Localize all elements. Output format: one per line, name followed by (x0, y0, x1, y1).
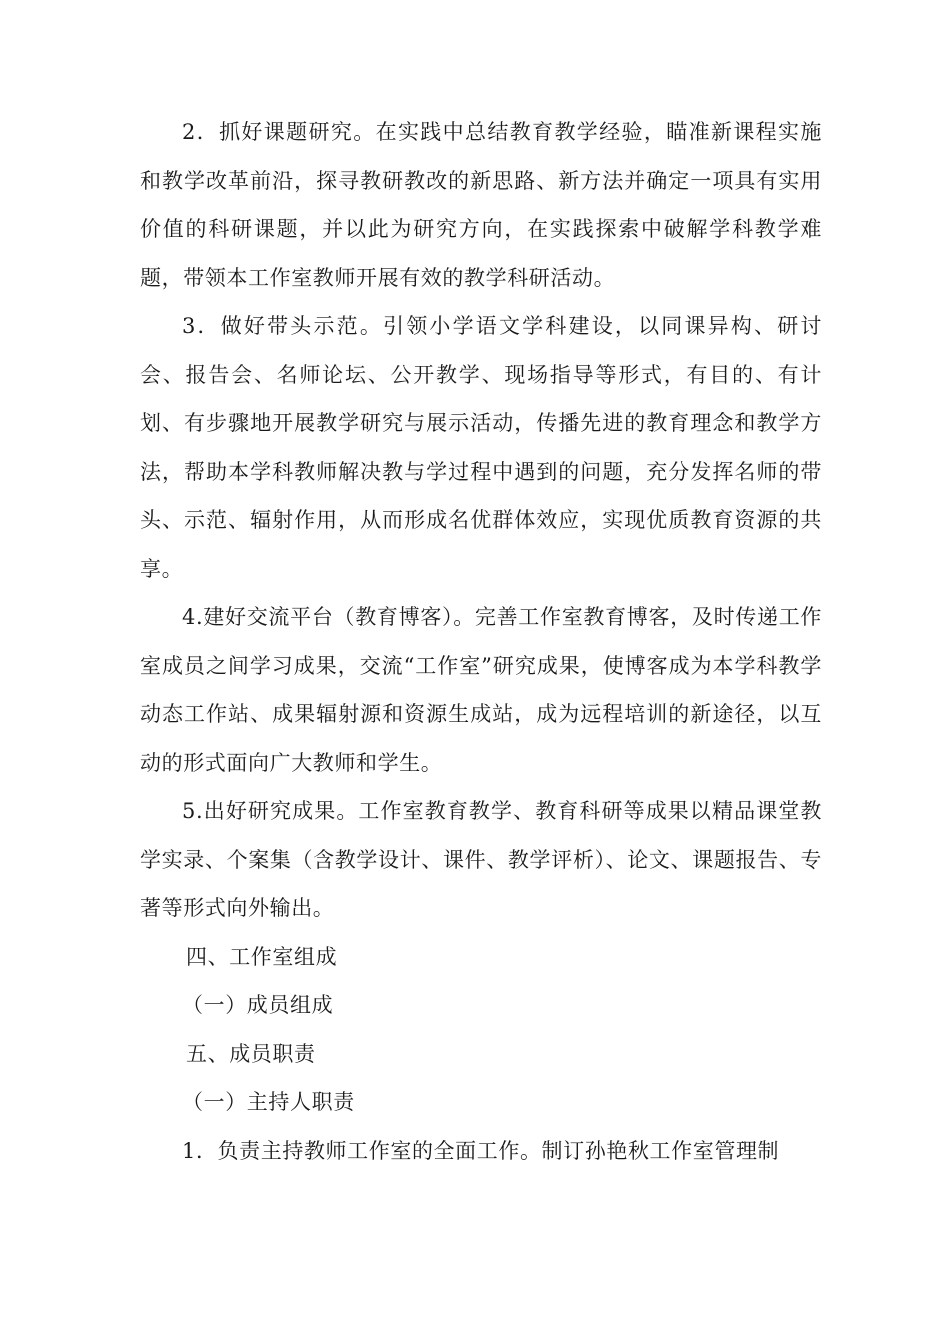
section-heading-composition: 四、工作室组成 (186, 944, 338, 969)
paragraph-demonstration: 3．做好带头示范。引领小学语文学科建设，以同课异构、研讨会、报告会、名师论坛、公开教学、现场指导等形式，有目的、有计划、有步骤地开展教学研究与展示活动，传播先进的教育理念和教学方法，帮助本学科教师解决教与学过程中遇到的问题，充分发挥名师的带头、示范、辐射作用，从而形成名优群体效应，实现优质教育资源的共享。 (140, 314, 822, 581)
subsection-heading-host-duties: （一）主持人职责 (182, 1090, 355, 1114)
paragraph-exchange-platform: 4.建好交流平台（教育博客）。完善工作室教育博客，及时传递工作室成员之间学习成果，交流“工作室”研究成果，使博客成为本学科教学动态工作站、成果辐射源和资源生成站，成为远程培训的新途径，以互动的形式面向广大教师和学生。 (140, 605, 822, 775)
paragraph-research: 2．抓好课题研究。在实践中总结教育教学经验，瞄准新课程实施和教学改革前沿，探寻教研教改的新思路、新方法并确定一项具有实用价值的科研课题，并以此为研究方向，在实践探索中破解学科教学难题，带领本工作室教师开展有效的教学科研活动。 (140, 120, 822, 290)
paragraph-research-results: 5.出好研究成果。工作室教育教学、教育科研等成果以精品课堂教学实录、个案集（含教学设计、课件、教学评析）、论文、课题报告、专著等形式向外输出。 (140, 799, 822, 920)
subsection-heading-members: （一）成员组成 (182, 993, 334, 1017)
section-heading-duties: 五、成员职责 (186, 1041, 316, 1066)
document-page (140, 108, 822, 1175)
paragraph-host-duty-1: 1．负责主持教师工作室的全面工作。制订孙艳秋工作室管理制 (182, 1138, 780, 1163)
